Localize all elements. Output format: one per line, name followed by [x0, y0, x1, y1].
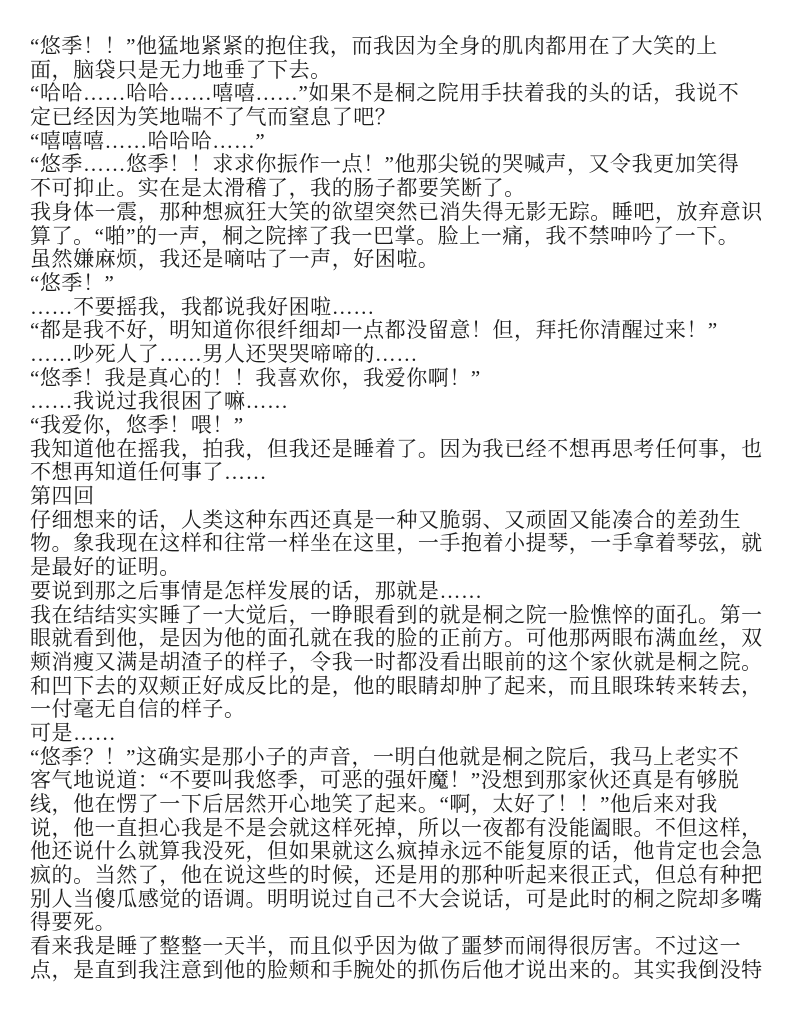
text-line: 虽然嫌麻烦，我还是嘀咕了一声，好困啦。 [30, 247, 440, 272]
text-line: 第四回 [30, 484, 95, 509]
text-line: 线，他在愣了一下后居然开心地笑了起来。“啊，太好了！！”他后来对我 [30, 792, 718, 816]
text-line: 疯的。当然了，他在说这些的时候，还是用的那种听起来很正式，但总有种把 [30, 863, 763, 888]
text-line: 定已经因为笑地喘不了气而窒息了吧？ [30, 105, 397, 130]
text-line: “悠季……悠季！！求求你振作一点！”他那尖锐的哭喊声，又令我更加笑得 [30, 152, 740, 177]
text-line: 不想再知道任何事了…… [30, 460, 268, 485]
text-line: ……不要摇我，我都说我好困啦…… [30, 294, 375, 319]
text-line: 不可抑止。实在是太滑稽了，我的肠子都要笑断了。 [30, 176, 526, 201]
text-line: 要说到那之后事情是怎样发展的话，那就是…… [30, 578, 483, 603]
text-line: “悠季！！”他猛地紧紧的抱住我，而我因为全身的肌肉都用在了大笑的上 [30, 34, 718, 58]
text-line: 点，是直到我注意到他的脸颊和手腕处的抓伤后他才说出来的。其实我倒没特 [30, 957, 763, 982]
text-line: 他还说什么就算我没死，但如果就这么疯掉永远不能复原的话，他肯定也会急 [30, 839, 763, 864]
text-line: 可是…… [30, 720, 117, 745]
text-line: 是最好的证明。 [30, 555, 181, 580]
text-line: 一付毫无自信的样子。 [30, 697, 246, 722]
text-line: “我爱你，悠季！喂！” [30, 413, 244, 437]
text-line: 我身体一震，那种想疯狂大笑的欲望突然已消失得无影无踪。睡吧，放弃意识 [30, 199, 763, 224]
text-line: “悠季？！”这确实是那小子的声音，一明白他就是桐之院后，我马上老实不 [30, 744, 740, 769]
text-line: 得要死。 [30, 910, 117, 935]
text-line: ……我说过我很困了嘛…… [30, 389, 289, 414]
text-line: “哈哈……哈哈……嘻嘻……”如果不是桐之院用手扶着我的头的话，我说不 [30, 81, 740, 106]
text-line: 和凹下去的双颊正好成反比的是，他的眼睛却肿了起来，而且眼珠转来转去， [30, 673, 763, 698]
text-line: 物。象我现在这样和往常一样坐在这里，一手抱着小提琴，一手拿着琴弦，就 [30, 531, 763, 556]
text-line: 颊消瘦又满是胡渣子的样子，令我一时都没看出眼前的这个家伙就是桐之院。 [30, 649, 763, 674]
text-line: 我在结结实实睡了一大觉后，一睁眼看到的就是桐之院一脸憔悴的面孔。第一 [30, 602, 763, 627]
text-line: 仔细想来的话，人类这种东西还真是一种又脆弱、又顽固又能凑合的差劲生 [30, 507, 742, 532]
text-line: 看来我是睡了整整一天半，而且似乎因为做了噩梦而闹得很厉害。不过这一 [30, 934, 742, 959]
text-line: 面，脑袋只是无力地垂了下去。 [30, 57, 332, 82]
text-line: 算了。“啪”的一声，桐之院摔了我一巴掌。脸上一痛，我不禁呻吟了一下。 [30, 223, 740, 248]
text-line: “悠季！我是真心的！！我喜欢你，我爱你啊！” [30, 365, 481, 390]
text-line: 我知道他在摇我，拍我，但我还是睡着了。因为我已经不想再思考任何事，也 [30, 436, 763, 461]
text-line: 眼就看到他，是因为他的面孔就在我的脸的正前方。可他那两眼布满血丝，双 [30, 626, 763, 651]
text-line: 别人当傻瓜感觉的语调。明明说过自己不大会说话，可是此时的桐之院却多嘴 [30, 886, 763, 911]
text-line: “悠季！” [30, 270, 115, 295]
text-line: “嘻嘻嘻……哈哈哈……” [30, 128, 266, 153]
text-line: 客气地说道：“不要叫我悠季，可恶的强奸魔！”没想到那家伙还真是有够脱 [30, 768, 740, 793]
novel-text-block [30, 35, 778, 983]
text-line: 说，他一直担心我是不是会就这样死掉，所以一夜都有没能阖眼。不但这样， [30, 815, 763, 840]
text-line: ……吵死人了……男人还哭哭啼啼的…… [30, 341, 418, 366]
text-line: “都是我不好，明知道你很纤细却一点都没留意！但，拜托你清醒过来！” [30, 318, 718, 343]
